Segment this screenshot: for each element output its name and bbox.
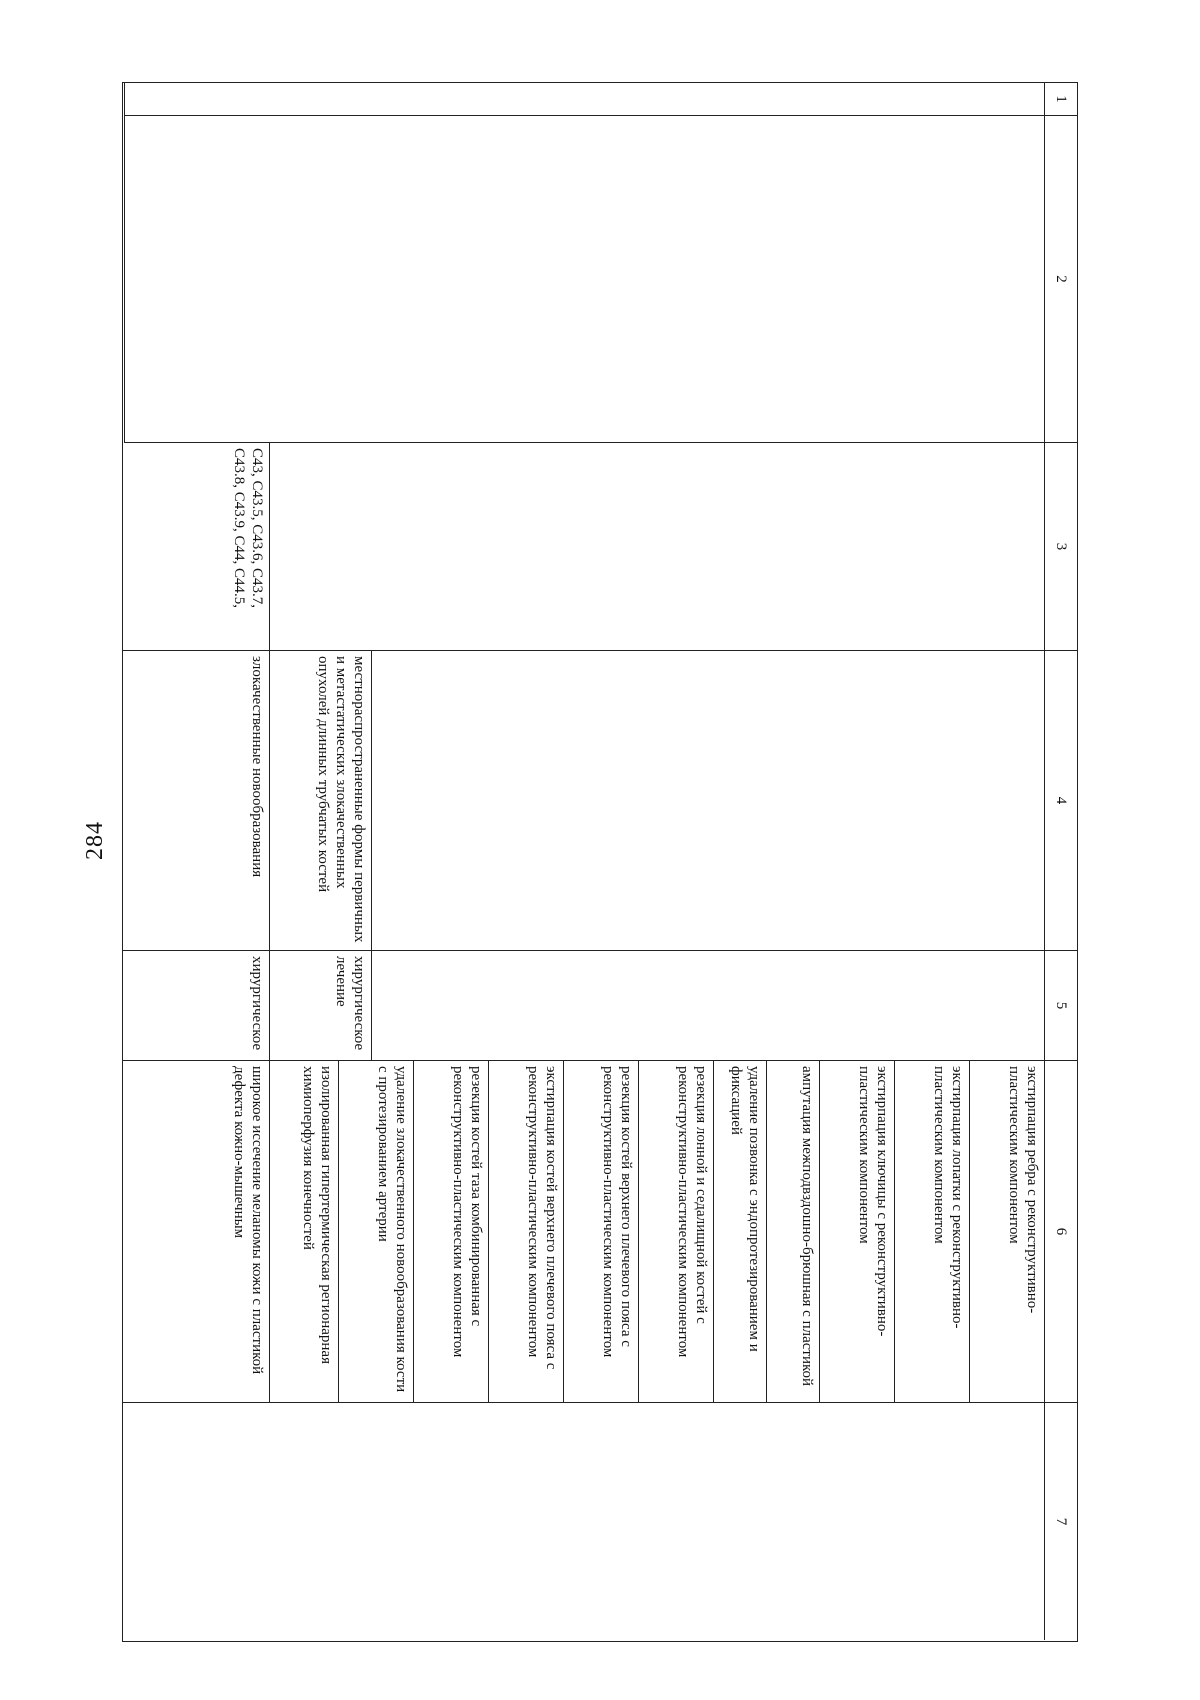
col3-continuation — [269, 443, 1044, 651]
column-header-5: 5 — [1044, 951, 1077, 1061]
diagnosis-cell: местнораспространенные формы первичных и метастатических злокачественных опухолей длинных трубчатых костей — [269, 651, 371, 951]
procedure-cell: экстирпация ребра с реконструктивно-пластическим компонентом — [969, 1061, 1044, 1403]
column-header-1: 1 — [1044, 83, 1077, 116]
procedure-cell: удаление злокачественного новообразования кости с протезированием артерии — [338, 1061, 413, 1403]
column-header-7: 7 — [1044, 1403, 1077, 1640]
diagnosis-cell: злокачественные новообразования — [123, 651, 269, 951]
procedure-cell: резекция костей верхнего плечевого пояса с реконструктивно-пластическим компонентом — [563, 1061, 638, 1403]
procedure-cell: удаление позвонка с эндопротезированием и фиксацией — [713, 1061, 766, 1403]
icd-codes-cell: C43, C43.5, C43.6, C43.7, C43.8, C43.9, C44, C44.5, — [123, 443, 269, 651]
procedure-cell: экстирпация лопатки с реконструктивно-пластическим компонентом — [894, 1061, 969, 1403]
procedure-cell: изолированная гипертермическая регионарная химиоперфузия конечностей — [269, 1061, 338, 1403]
procedure-cell: широкое иссечение меланомы кожи с пластикой дефекта кожно-мышечным — [123, 1061, 269, 1403]
treatment-type-cell: хирургическое — [123, 951, 269, 1061]
procedure-cell: резекция лонной и седалищной костей с реконструктивно-пластическим компонентом — [638, 1061, 713, 1403]
rotated-table — [122, 82, 1078, 1642]
procedure-cell: ампутация межподвздошно-брюшная с пластикой — [766, 1061, 819, 1403]
col1-body — [124, 83, 1044, 116]
procedure-cell: резекция костей таза комбинированная с реконструктивно-пластическим компонентом — [413, 1061, 488, 1403]
column-header-4: 4 — [1044, 651, 1077, 951]
treatment-type-cell: хирургическое лечение — [269, 951, 371, 1061]
col2-body — [124, 116, 1044, 443]
procedure-cell: экстирпация костей верхнего плечевого пояса с реконструктивно-пластическим компонентом — [488, 1061, 563, 1403]
page-number: 284 — [82, 821, 108, 860]
column-header-2: 2 — [1044, 116, 1077, 443]
column-header-3: 3 — [1044, 443, 1077, 651]
column-header-6: 6 — [1044, 1061, 1077, 1403]
procedure-cell: экстирпация ключицы с реконструктивно-пластическим компонентом — [819, 1061, 894, 1403]
col7-body — [123, 1403, 1044, 1640]
col4-continuation — [371, 651, 1044, 951]
col5-continuation — [371, 951, 1044, 1061]
